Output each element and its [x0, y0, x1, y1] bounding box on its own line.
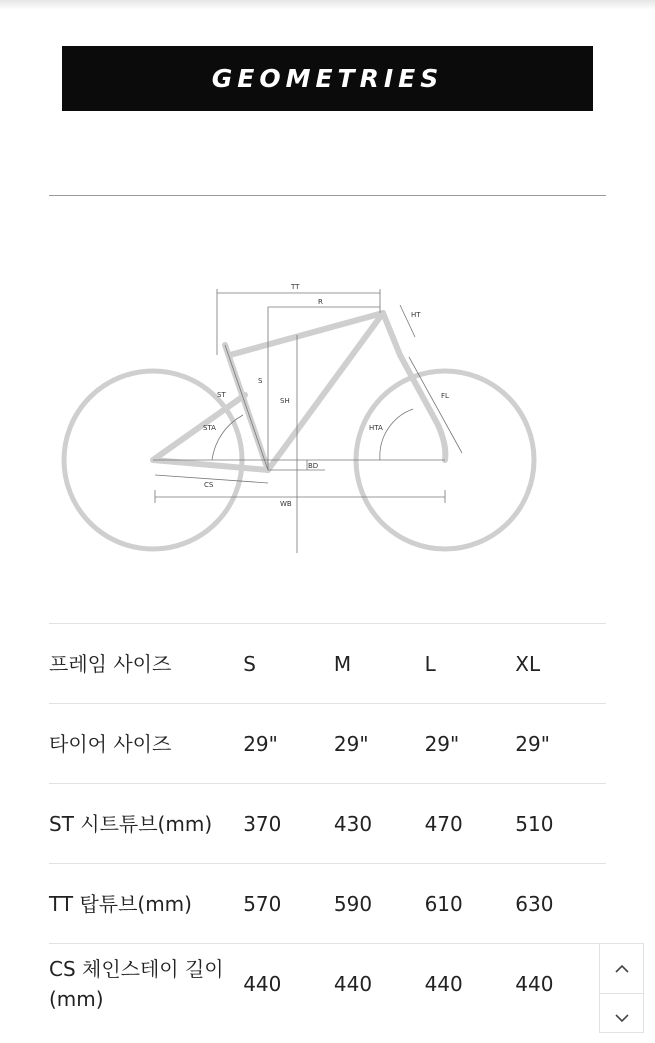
scroll-down-button[interactable] — [600, 993, 643, 1043]
bike-frame — [153, 313, 445, 470]
top-shadow — [0, 0, 655, 10]
cell-value: 430 — [333, 811, 373, 836]
table-row — [49, 944, 606, 1024]
table-header-row — [49, 624, 606, 704]
diagram-label-cs: CS — [204, 481, 214, 489]
table-row — [49, 784, 606, 864]
diagram-label-r: R — [318, 298, 323, 306]
row-label: CS 체인스테이 길이(mm) — [49, 956, 224, 1011]
table-header-label: 프레임 사이즈 — [49, 651, 172, 676]
table-row — [49, 704, 606, 784]
cell-value: 440 — [333, 971, 373, 996]
cell-value: 440 — [243, 971, 282, 996]
cell-value: 29" — [333, 731, 369, 756]
table-row — [49, 864, 606, 944]
section-divider — [49, 195, 606, 196]
cell-value: 630 — [515, 891, 554, 916]
size-s: S — [243, 651, 256, 676]
cell-value: 570 — [243, 891, 282, 916]
diagram-label-wb: WB — [280, 500, 292, 508]
diagram-label-tt: TT — [291, 283, 300, 291]
cell-value: 510 — [515, 811, 554, 836]
cell-value: 590 — [333, 891, 373, 916]
diagram-label-fl: FL — [441, 392, 449, 400]
chevron-down-icon — [615, 1014, 629, 1023]
diagram-label-bd: BD — [308, 462, 319, 470]
cell-value: 29" — [424, 731, 460, 756]
cell-value: 370 — [243, 811, 282, 836]
diagram-label-hta: HTA — [369, 424, 383, 432]
row-label: TT 탑튜브(mm) — [49, 891, 192, 916]
cell-value: 470 — [424, 811, 463, 836]
geometry-table — [49, 623, 606, 1024]
diagram-label-s: S — [258, 377, 263, 385]
geometries-banner — [62, 46, 593, 111]
scroll-up-button[interactable] — [600, 944, 643, 993]
cell-value: 29" — [515, 731, 550, 756]
row-label: ST 시트튜브(mm) — [49, 811, 213, 836]
size-xl: XL — [515, 651, 541, 676]
cell-value: 440 — [515, 971, 554, 996]
cell-value: 440 — [424, 971, 463, 996]
diagram-label-st: ST — [217, 391, 226, 399]
cell-value: 610 — [424, 891, 463, 916]
diagram-label-sh: SH — [280, 397, 290, 405]
size-m: M — [333, 651, 352, 676]
diagram-label-ht: HT — [411, 311, 421, 319]
cell-value: 29" — [243, 731, 278, 756]
banner-title: GEOMETRIES — [211, 64, 444, 93]
bike-geometry-diagram — [55, 275, 550, 565]
row-label: 타이어 사이즈 — [49, 731, 172, 756]
chevron-up-icon — [615, 964, 629, 973]
size-l: L — [424, 651, 436, 676]
scroll-controls — [599, 943, 644, 1033]
diagram-label-sta: STA — [203, 424, 216, 432]
